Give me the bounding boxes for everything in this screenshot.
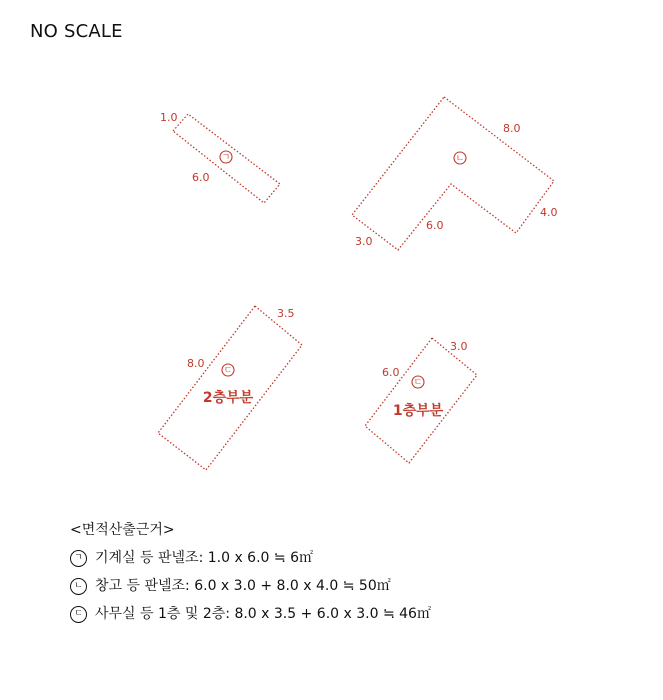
area-a-dim-width: 1.0 [160,111,178,124]
note-b-mark: ㄴ [70,578,87,595]
area-c-mark: ㄷ [223,366,233,376]
area-c-outline [158,306,302,470]
area-a [160,111,280,203]
area-a-dim-length: 6.0 [192,171,210,184]
note-c-text: 사무실 등 1층 및 2층: 8.0 x 3.5 + 6.0 x 3.0 ≒ 46㎡ [95,606,431,622]
note-c-mark: ㄷ [70,606,87,623]
page-title: NO SCALE [30,21,123,42]
note-item-c [70,600,431,628]
area-calculation-notes [70,516,431,628]
area-d-label: 1층부분 [392,403,444,419]
area-b-dim-top: 8.0 [503,122,521,135]
area-c-dim-width: 3.5 [277,307,295,320]
notes-heading: <면적산출근거> [70,522,175,538]
area-d-outline [365,338,477,463]
area-c-label: 2층부분 [202,390,254,406]
note-a-text: 기계실 등 판넬조: 1.0 x 6.0 ≒ 6㎡ [95,550,314,566]
area-c-dim-length: 8.0 [187,357,205,370]
area-b-mark: ㄴ [455,154,465,164]
area-d-dim-width: 3.0 [450,340,468,353]
note-item-b [70,572,431,600]
area-b [352,97,558,250]
note-item-a [70,544,431,572]
area-c [158,306,302,470]
area-b-dim-inner: 6.0 [426,219,444,232]
area-b-outline [352,97,554,250]
note-b-text: 창고 등 판넬조: 6.0 x 3.0 + 8.0 x 4.0 ≒ 50㎡ [95,578,391,594]
area-b-dim-bottom: 3.0 [355,235,373,248]
area-d-dim-length: 6.0 [382,366,400,379]
area-b-dim-right: 4.0 [540,206,558,219]
area-d-mark: ㄷ [413,378,423,388]
area-d [365,338,477,463]
note-a-mark: ㄱ [70,550,87,567]
area-a-mark: ㄱ [221,153,231,163]
